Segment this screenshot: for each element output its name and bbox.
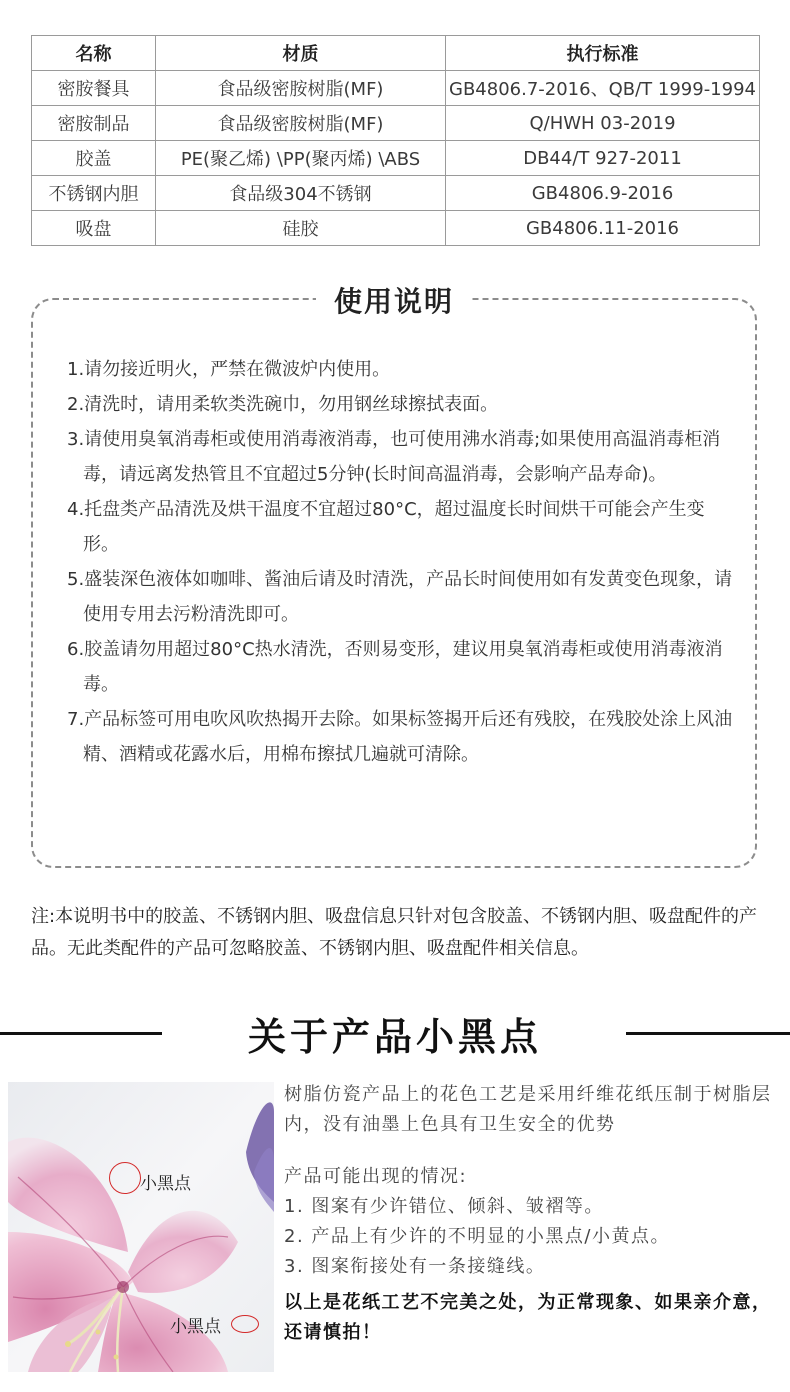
header-name: 名称 (32, 36, 156, 71)
accessory-note: 注:本说明书中的胶盖、不锈钢内胆、吸盘信息只针对包含胶盖、不锈钢内胆、吸盘配件的产品。无此类配件的产品可忽略胶盖、不锈钢内胆、吸盘配件相关信息。 (31, 906, 758, 959)
situation-item: 3. 图案衔接处有一条接缝线。 (284, 1256, 546, 1277)
usage-title: 使用说明 (316, 280, 472, 320)
table-cell: 食品级密胺树脂(MF) (156, 71, 446, 106)
table-cell: PE(聚乙烯) \PP(聚丙烯) \ABS (156, 141, 446, 176)
dots-info (284, 1080, 784, 1348)
situations-heading: 产品可能出现的情况: (284, 1166, 468, 1187)
section-title: 关于产品小黑点 (247, 1015, 542, 1059)
situation-item: 2. 产品上有少许的不明显的小黑点/小黄点。 (284, 1226, 670, 1247)
heading-divider-right (626, 1032, 790, 1035)
table-row (32, 141, 760, 176)
table-cell: Q/HWH 03-2019 (446, 106, 760, 141)
table-cell: 密胺制品 (32, 106, 156, 141)
table-row (32, 211, 760, 246)
table-cell: 胶盖 (32, 141, 156, 176)
table-cell: 食品级304不锈钢 (156, 176, 446, 211)
table-cell: GB4806.11-2016 (446, 211, 760, 246)
usage-instructions-box (31, 285, 757, 868)
dot-label-bottom: 小黑点 (170, 1317, 221, 1337)
table-row (32, 176, 760, 211)
usage-item: 2.清洗时，请用柔软类洗碗巾，勿用钢丝球擦拭表面。 (67, 394, 499, 415)
dot-label-top: 小黑点 (140, 1174, 191, 1194)
table-row (32, 71, 760, 106)
dots-intro: 树脂仿瓷产品上的花色工艺是采用纤维花纸压制于树脂层内，没有油墨上色具有卫生安全的优势 (284, 1084, 772, 1135)
table-cell: GB4806.7-2016、QB/T 1999-1994 (446, 71, 760, 106)
usage-item: 3.请使用臭氧消毒柜或使用消毒液消毒，也可使用沸水消毒;如果使用高温消毒柜消毒，请远离发热管且不宜超过5分钟(长时间高温消毒，会影响产品寿命)。 (67, 429, 721, 485)
situation-item: 1. 图案有少许错位、倾斜、皱褶等。 (284, 1196, 604, 1217)
table-header-row (32, 36, 760, 71)
dots-conclusion: 以上是花纸工艺不完美之处，为正常现象、如果亲介意，还请慎拍！ (284, 1292, 772, 1343)
spec-table (31, 35, 760, 246)
usage-item: 4.托盘类产品清洗及烘干温度不宜超过80°C，超过温度长时间烘干可能会产生变形。 (67, 499, 705, 555)
usage-item: 1.请勿接近明火，严禁在微波炉内使用。 (67, 359, 391, 380)
table-cell: 硅胶 (156, 211, 446, 246)
table-cell: DB44/T 927-2011 (446, 141, 760, 176)
dot-marker-top (109, 1162, 141, 1194)
dot-marker-bottom (231, 1315, 259, 1333)
usage-item: 5.盛装深色液体如咖啡、酱油后请及时清洗，产品长时间使用如有发黄变色现象，请使用专用去污粉清洗即可。 (67, 569, 733, 625)
table-cell: 密胺餐具 (32, 71, 156, 106)
table-row (32, 106, 760, 141)
header-standard: 执行标准 (446, 36, 760, 71)
table-cell: 食品级密胺树脂(MF) (156, 106, 446, 141)
heading-divider-left (0, 1032, 162, 1035)
table-cell: GB4806.9-2016 (446, 176, 760, 211)
usage-list (67, 352, 739, 772)
product-photo (8, 1082, 274, 1372)
usage-item: 6.胶盖请勿用超过80°C热水清洗，否则易变形，建议用臭氧消毒柜或使用消毒液消毒。 (67, 639, 723, 695)
table-cell: 吸盘 (32, 211, 156, 246)
table-cell: 不锈钢内胆 (32, 176, 156, 211)
usage-item: 7.产品标签可用电吹风吹热揭开去除。如果标签揭开后还有残胶，在残胶处涂上风油精、酒精或花露水后，用棉布擦拭几遍就可清除。 (67, 709, 733, 765)
header-material: 材质 (156, 36, 446, 71)
